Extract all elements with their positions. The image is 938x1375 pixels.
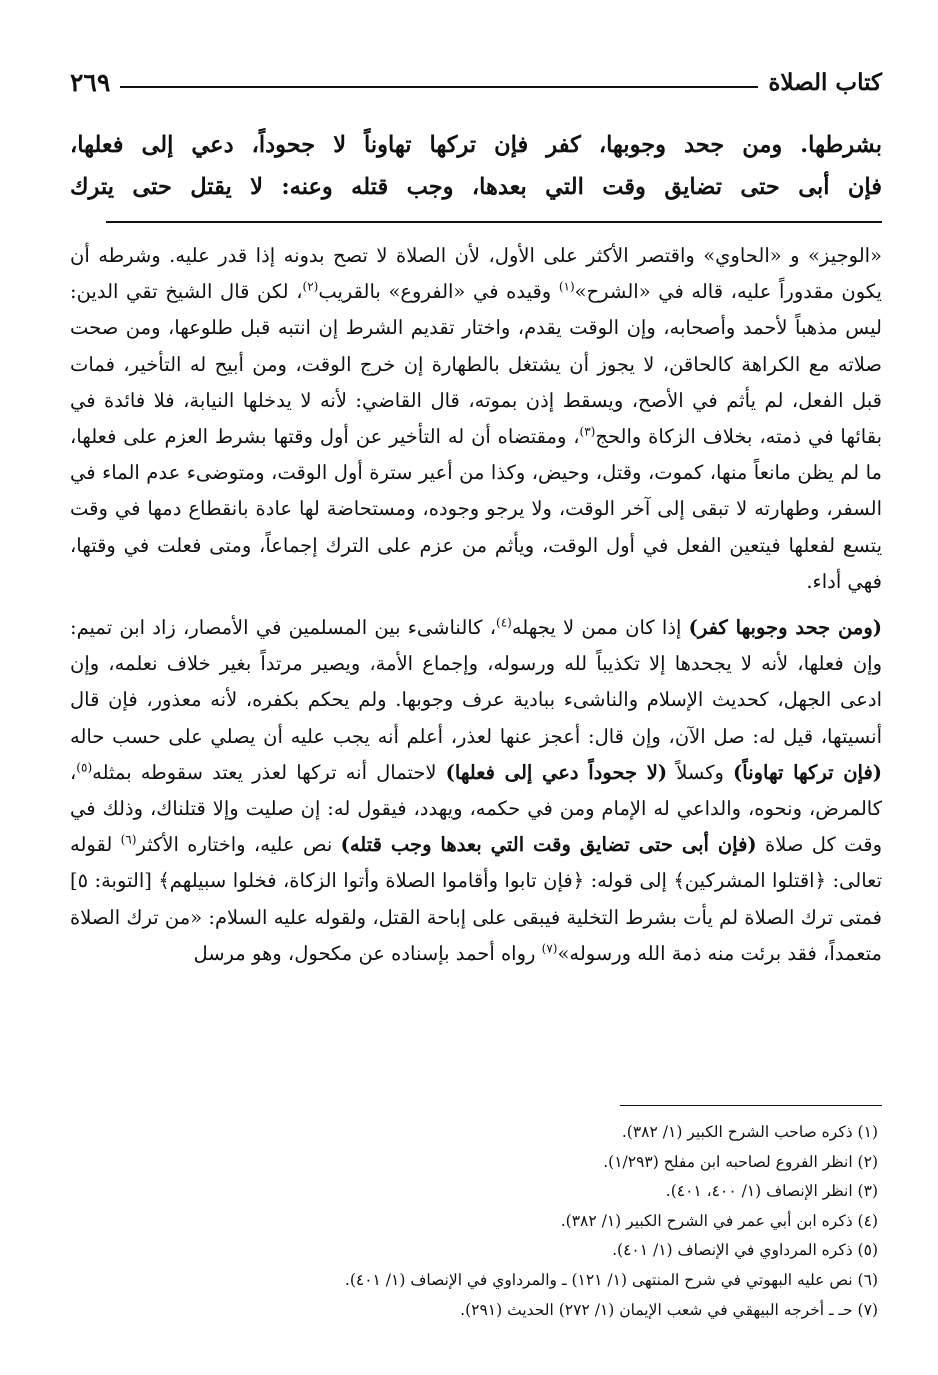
main-text-separator [106, 221, 882, 223]
main-text [70, 124, 882, 208]
footnote-ref: (٥) [76, 760, 93, 775]
page-header [70, 62, 882, 102]
quoted-main-text: (ومن جحد وجوبها كفر) [688, 616, 882, 640]
commentary-paragraph: (ومن جحد وجوبها كفر) إذا كان ممن لا يجهله$^{(٤)}$، كالناشىء بين المسلمين في الأمصار، زاد ابن تميم: وإن فعلها، لأنه لا يجحدها إلا تكذيباً لله ورسوله، وإجماع الأمة، ويصير مرتداً بغير خلاف نعلمه، وإن ادعى الجهل، كحديث الإسلام والناشىء ببادية عرف وجوبها. ولم يحكم بكفره، لأنه معذور، فإن قال أنسيتها، قيل له: صل الآن، وإن قال: أعجز عنها لعذر، أعلم أنه يجب عليه أن يصلي على حسب حاله (فإن تركها تهاوناً) وكسلاً (لا جحوداً دعي إلى فعلها) لاحتمال أنه تركها لعذر يعتد سقوطه بمثله$^{(٥)}$، كالمرض، ونحوه، والداعي له الإمام ومن في حكمه، ويهدد، فيقول له: إن صليت وإلا قتلناك، وذلك في وقت كل صلاة (فإن أبى حتى تضايق وقت التي بعدها وجب قتله) نص عليه، واختاره الأكثر$^{(٦)}$ لقوله تعالى: ﴿اقتلوا المشركين﴾ إلى قوله: ﴿فإن تابوا وأقاموا الصلاة وأتوا الزكاة، فخلوا سبيلهم﴾ [التوبة: ٥] فمتى ترك الصلاة لم يأت بشرط التخلية فيبقى على إباحة القتل، ولقوله عليه السلام: «من ترك الصلاة متعمداً، فقد برئت منه ذمة الله ورسوله»$^{(٧)}$ رواه أحمد بإسناده عن مكحول، وهو مرسل [70, 615, 883, 965]
footnote: (٥) ذكره المرداوي في الإنصاف (١/ ٤٠١). [612, 1241, 878, 1260]
page-number: ٢٦٩ [70, 67, 111, 97]
footnote-ref: (٧) [541, 941, 558, 956]
footnote-ref: (١) [558, 279, 575, 294]
quoted-main-text: (فإن أبى حتى تضايق وقت التي بعدها وجب قتله) [340, 833, 757, 857]
commentary-paragraph: «الوجيز» و «الحاوي» واقتصر الأكثر على الأول، لأن الصلاة لا تصح بدونه إذا قدر عليه. وشرطه أن يكون مقدوراً عليه، قاله في «الشرح»$^{(١)}$ وقيده في «الفروع» بالقريب$^{(٢)}$، لكن قال الشيخ تقي الدين: ليس مذهباً لأحمد وأصحابه، وإن الوقت يقدم، واختار تقديم الشرط إن انتبه قبل طلوعها، ومن صحت صلاته مع الكراهة كالحاقن، لا يجوز أن يشتغل بالطهارة إن خرج الوقت، ومن أبيح له التأخير، فمات قبل الفعل، لم يأثم في الأصح، ويسقط إذن بموته، قال القاضي: لأنه لا يدخلها النيابة، فلا فائدة في بقائها في ذمته، بخلاف الزكاة والحج$^{(٣)}$، ومقتضاه أن له التأخير عن أول وقتها بشرط العزم على فعلها، ما لم يظن مانعاً منها، كموت، وقتل، وحيض، وكذا من أعير سترة أول الوقت، ومتوضىء عدم الماء في السفر، وطهارته لا تبقى إلى آخر الوقت، ولا يرجو وجوده، ومستحاضة لها عادة بانقطاع دمها في وقت يتسع لفعلها فيتعين الفعل في أول الوقت، ويأثم من عزم على الترك إجماعاً، ومتى فعلت في وقتها، فهي أداء. [70, 244, 882, 593]
running-title: كتاب الصلاة [768, 68, 882, 96]
footnote: (١) ذكره صاحب الشرح الكبير (١/ ٣٨٢). [621, 1123, 878, 1141]
footnote: (٢) انظر الفروع لصاحبه ابن مفلح (١/٢٩٣). [603, 1152, 878, 1171]
footnote-ref: (٢) [302, 279, 319, 294]
footnote-ref: (٤) [496, 615, 512, 630]
main-text-line: بشرطها. ومن جحد وجوبها، كفر فإن تركها تهاوناً لا جحوداً، دعي إلى فعلها، [70, 132, 882, 158]
footnotes [58, 1118, 878, 1325]
quoted-main-text: (فإن تركها تهاوناً) [733, 760, 883, 784]
main-text-line: فإن أبى حتى تضايق وقت التي بعدها، وجب قتله وعنه: لا يقتل حتى يترك [70, 174, 882, 200]
footnote-separator [620, 1105, 882, 1106]
header-rule [120, 86, 758, 88]
footnote: (٦) نص عليه البهوتي في شرح المنتهى (١/ ١٢١) ـ والمرداوي في الإنصاف (١/ ٤٠١). [344, 1270, 878, 1289]
footnote-ref: (٦) [120, 832, 137, 847]
commentary [70, 238, 882, 972]
footnote: (٤) ذكره ابن أبي عمر في الشرح الكبير (١/ ٣٨٢). [560, 1211, 878, 1230]
footnote-ref: (٣) [579, 424, 596, 439]
quoted-main-text: (لا جحوداً دعي إلى فعلها) [445, 760, 668, 784]
footnote: (٧) حـ ـ أخرجه البيهقي في شعب الإيمان (١/ ٢٧٢) الحديث (٢٩١). [460, 1300, 878, 1319]
footnote: (٣) انظر الإنصاف (١/ ٤٠٠، ٤٠١). [665, 1182, 878, 1201]
